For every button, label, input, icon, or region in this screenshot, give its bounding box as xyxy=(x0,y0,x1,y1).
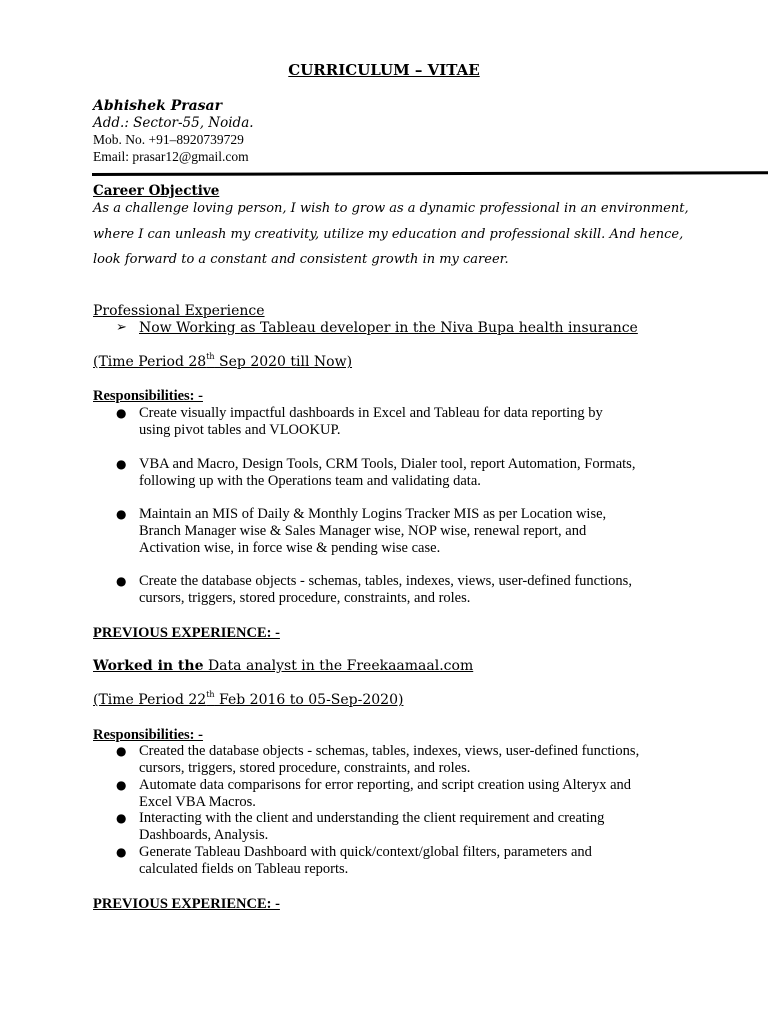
bullet-dot-icon: ● xyxy=(116,845,127,859)
professional-experience-heading: Professional Experience xyxy=(93,303,265,319)
current-period: (Time Period 28th Sep 2020 till Now) xyxy=(93,352,353,370)
responsibilities-heading: Responsibilities: - xyxy=(93,727,203,743)
candidate-email: Email: prasar12@gmail.com xyxy=(93,149,249,164)
document-title: CURRICULUM – VITAE xyxy=(288,61,480,79)
candidate-address: Add.: Sector-55, Noida. xyxy=(93,115,254,131)
responsibility-item: Maintain an MIS of Daily & Monthly Logins Tracker MIS as per Location wise, Branch Manager wise & Sales Manager wise, NOP wise, renewal report, and Activation wise, in force wise & pending wise case. xyxy=(139,506,607,556)
bullet-dot-icon: ● xyxy=(116,811,127,825)
career-objective-line: As a challenge loving person, I wish to grow as a dynamic professional in an environment, xyxy=(93,201,689,216)
bullet-dot-icon: ● xyxy=(116,406,127,420)
responsibility-item: Interacting with the client and understanding the client requirement and creating Dashboards, Analysis. xyxy=(139,810,605,843)
bullet-dot-icon: ● xyxy=(116,574,127,588)
current-role: Now Working as Tableau developer in the Niva Bupa health insurance xyxy=(139,320,638,336)
header-divider xyxy=(92,171,768,176)
career-objective-heading: Career Objective xyxy=(93,183,220,199)
bullet-dot-icon: ● xyxy=(116,778,127,792)
responsibility-item: Create visually impactful dashboards in Excel and Tableau for data reporting by using pivot tables and VLOOKUP. xyxy=(139,405,603,438)
bullet-dot-icon: ● xyxy=(116,507,127,521)
candidate-mobile: Mob. No. +91–8920739729 xyxy=(93,132,244,147)
career-objective-line: where I can unleash my creativity, utilize my education and professional skill. And hence, xyxy=(93,227,684,242)
arrowhead-bullet-icon: ➢ xyxy=(116,320,127,335)
previous-period: (Time Period 22th Feb 2016 to 05-Sep-2020) xyxy=(93,690,404,708)
candidate-name: Abhishek Prasar xyxy=(93,98,222,114)
bullet-dot-icon: ● xyxy=(116,457,127,471)
career-objective-line: look forward to a constant and consistent growth in my career. xyxy=(93,252,509,267)
responsibility-item: Generate Tableau Dashboard with quick/context/global filters, parameters and calculated fields on Tableau reports. xyxy=(139,844,592,877)
previous-employer: Worked in the Data analyst in the Freekaamaal.com xyxy=(93,658,474,674)
responsibility-item: Created the database objects - schemas, tables, indexes, views, user-defined functions, cursors, triggers, stored procedure, constraints, and roles. xyxy=(139,743,640,776)
responsibility-item: VBA and Macro, Design Tools, CRM Tools, Dialer tool, report Automation, Formats, following up with the Operations team and validating data. xyxy=(139,456,636,489)
previous-experience-heading: PREVIOUS EXPERIENCE: - xyxy=(93,625,280,641)
responsibilities-heading: Responsibilities: - xyxy=(93,388,203,404)
bullet-dot-icon: ● xyxy=(116,744,127,758)
responsibility-item: Automate data comparisons for error reporting, and script creation using Alteryx and Excel VBA Macros. xyxy=(139,777,632,810)
responsibility-item: Create the database objects - schemas, tables, indexes, views, user-defined functions, cursors, triggers, stored procedure, constraints, and roles. xyxy=(139,573,632,606)
previous-experience-heading: PREVIOUS EXPERIENCE: - xyxy=(93,896,280,912)
